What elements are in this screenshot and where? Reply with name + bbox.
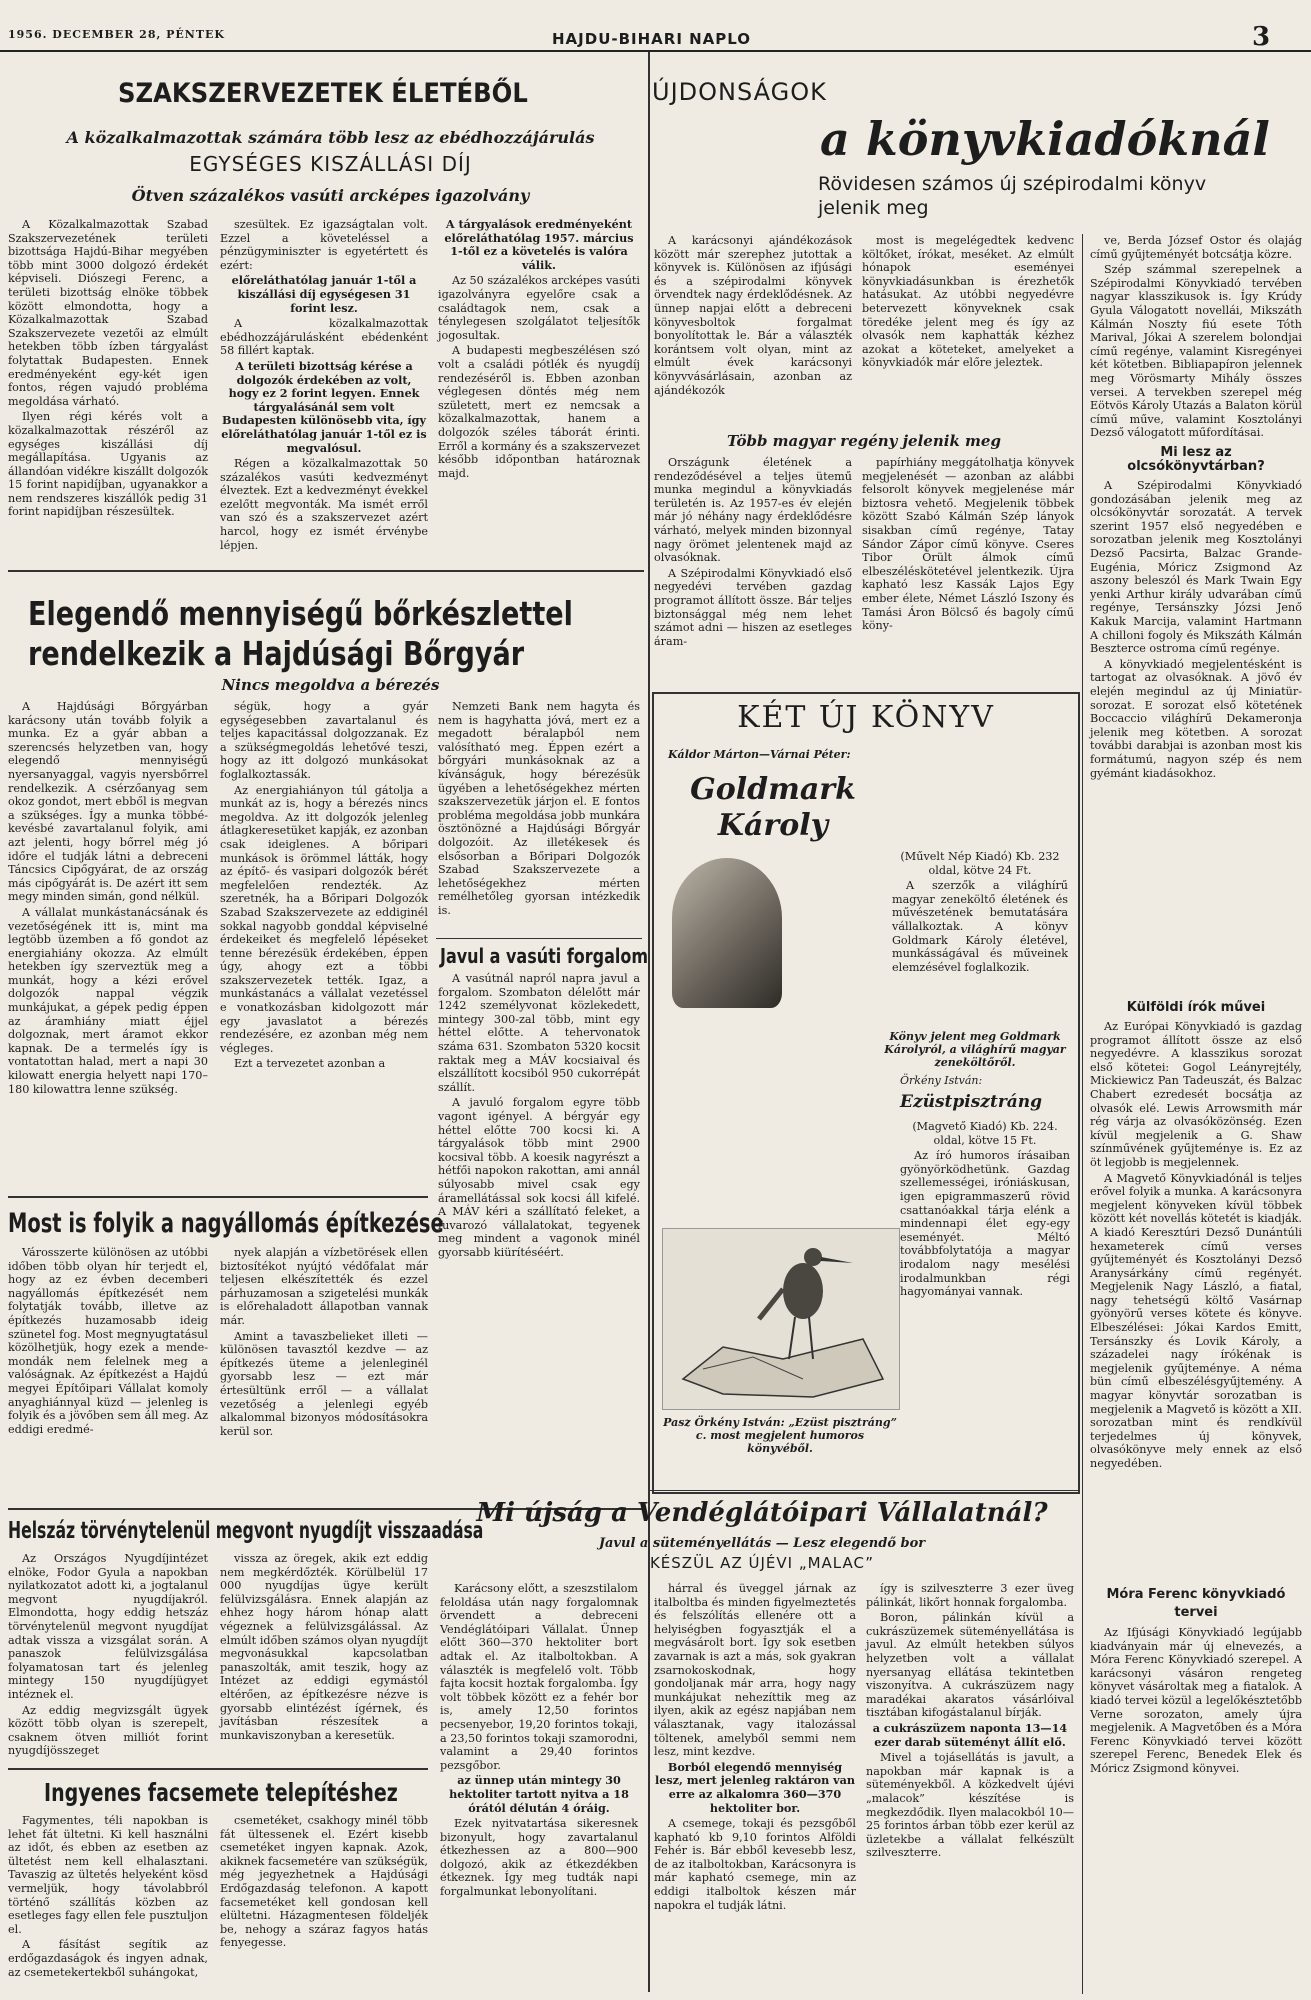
book2-meta: (Magvető Kiadó) Kb. 224. oldal, kötve 15 Ft. xyxy=(912,1120,1058,1147)
books-headline: a könyvkiadóknál xyxy=(820,112,1270,166)
catering-col-3 xyxy=(866,1582,1074,1994)
book1-col xyxy=(892,850,1068,1022)
tannery-col-2 xyxy=(220,700,428,1188)
catering-para-1: Karácsony előtt, a szeszstilalom feloldása után nagy forgalomnak örvendett a debreceni Vendéglátóipari Vállalat. Ünnep előtt 360—370 hektoliter bort adtak el. Az italboltokban. A választék is megfelelő volt. Több fajta kocsit hoztak forgalomba. Így volt többek között ez a fehér bor is, amely 12,50 forintos pecsenyebor, 19,20 forintos tokaji, a 23,50 forintos tokaji szamorodni, valamint a 29,40 forintos pezsgőbor. xyxy=(440,1582,638,1772)
catering-subhead-2: KÉSZÜL AZ ÚJÉVI „MALAC” xyxy=(649,1554,875,1572)
union-para-5: Régen a közalkalmazottak 50 százalékos vasúti kedvezményt élveztek. Ezt a kedvezményt évekkel ezelőtt megvonták. Ma ismét erről van szó és a szakszervezet azért harcol, hogy ez ismét érvénybe lépjen. xyxy=(220,457,428,552)
goldmark-portrait xyxy=(672,858,782,1008)
books-para-10: Az Európai Könyvkiadó is gazdag programot állított össze az első negyedévre. A klasszikus sorozat első kötetei: Gogol Leányrejtély, Mickiewicz Pan Tadeuszát, és Balzac Chabert ezredesét bocsátja az olvasók elé. Lewis Arrowsmith már rég várja az olvasóközönség. Ezen kívül megjelenik a G. Shaw színművének gyűjteménye is. Ez az öt legjobb is megjelennek. xyxy=(1090,1020,1302,1169)
station-headline: Most is folyik a nagyállomás építkezése xyxy=(8,1208,444,1239)
station-col-2 xyxy=(220,1246,428,1504)
tannery-para-1: A Hajdúsági Bőrgyárban karácsony után tovább folyik a munka. Ez a gyár abban a szerencsés helyzetben van, hogy elegendő mennyiségű nyersanyaggal, vagyis nyersbőrrel rendelkezik. A csérzőanyag sem okoz gondot, mert ebből is megvan a szükséges. Így a munka többé-kevésbé zavartalanul folyik, ami azt jelenti, hogy bőrrel még jó időre el tudják látni a debreceni Táncsics Cipőgyárat, de az ország más cipőgyárát is. De azért itt sem megy minden simán, gond nélkül. xyxy=(8,700,208,904)
tannery-subhead: Nincs megoldva a bérezés xyxy=(221,676,440,694)
books-para-2: most is megelégedtek kedvenc költőket, írókat, meséket. Az elmúlt hónapok eseményei könyvkiadásunkban is érezhetők hatásukat. Az utóbbi negyedévre betervezett könyveknek csak töredéke jelent meg és így az olvasók nem kaphatták kézhez azokat a köteteket, amelyeket a könyvkiadók már előre jeleztek. xyxy=(862,234,1074,370)
rail-col xyxy=(438,972,640,1259)
tannery-headline: Elegendő mennyiségű bőrkészlettel rendelkezik a Hajdúsági Bőrgyár xyxy=(28,594,573,673)
tannery-para-4: Az energiahiányon túl gátolja a munkát az is, hogy a bérezés nincs megoldva. Az itt dolgozók jelenleg átlagkeresetüket kapják, ez azonban csak ideiglenes. A bőripari munkások is örömmel látták, hogy az építő- és vasipari dolgozók bérét megfelelően rendezték. Az szeretnék, ha a Bőripari Dolgozók Szabad Szakszervezete az eddiginél sokkal nagyobb gonddal képviselné érdekeiket és megfelelő lépéseket tenne bérezésük érdekében, éppen úgy, ahogy ezt a többi szakszervezetek tették. Igaz, a munkástanács a vállalat vezetéssel e vonatkozásban kidolgozott már egy javaslatot a bérezés rendezésére, ez azonban még nem végleges. xyxy=(220,783,428,1055)
union-para-3: szesültek. Ez igazságtalan volt. Ezzel a követeléssel a pénzügyminiszter is egyetértett és ezért: xyxy=(220,218,428,272)
books-para-1: A karácsonyi ajándékozások között már szerephez jutottak a könyvek is. Különösen az ifjúsági és a szépirodalmi könyvek örvendtek nagy érdeklődésnek. Az ünnep napjai előtt a debreceni könyvesboltok forgalmat bonyolítottak le. Bár a választék korántsem volt olyan, mint az elmúlt évek karácsonyi könyvvásárlásain, azonban az ajándékozók xyxy=(654,234,852,397)
union-bold-3: A tárgyalások eredményeként előreláthatólag 1957. március 1-től ez a követelés is valóra válik. xyxy=(444,217,634,272)
pension-col-1 xyxy=(8,1552,208,1764)
pension-headline: Helszáz törvénytelenül megvont nyugdíjt visszaadása xyxy=(8,1518,484,1544)
rail-para-1: A vasútnál napról napra javul a forgalom. Szombaton délelőtt már 1242 személyvonat közlekedett, mintegy 300-zal több, mint egy héttel előtte. A tehervonatok száma 631. Szombaton 5320 kocsit raktak meg a MÁV kocsiaival és elszállított kocsiból 950 cukorrépát szállít. xyxy=(438,972,640,1094)
pension-para-2: Az eddig megvizsgált ügyek között több olyan is szerepelt, csaknem ötven milliót forint nyugdíjösszeget xyxy=(8,1703,208,1758)
books-col-5 xyxy=(1090,234,1302,994)
heron-illustration xyxy=(662,1228,900,1410)
books-para-11: A Magvető Könyvkiadónál is teljes erővel folyik a munka. A karácsonyra megjelent könyveken kívül többek között két novellás kötetét is kiadják. A kiadó Keresztúri Dezső Dunántúli hexameterek című verses gyűjteményét és Kosztolányi Dezső Aranysárkány című regényét. Megjelenik Nagy László, a fiatal, nagy tehetségű költő Vasárnap gyönyörű verses kötete és könyve. Elbeszélései: Jókai Kardos Emitt, Tersánszky és Lovik Károly, a századelei nagy írókénak is megjelenik gyűjteménye. A néma bün című elbeszélésgyűjtemény. A magyar könyvtár sorozatban is megjelenik a Magvető is között a XII. sorozatban mint és rendkívül terjedelmes új könyvek, olvasókönyve mely ennek az első negyedében. xyxy=(1090,1171,1302,1470)
pension-para-1: Az Országos Nyugdíjintézet elnöke, Fodor Gyula a napokban nyilatkozatot adott ki, a jogtalanul megvont nyugdíjakról. Elmondotta, hogy eddig hetszáz törvénytelenül megvont nyugdíjat adtak vissza a vizsgálat során. A panaszok felülvizsgálása folyamatosan tart és jelenleg mintegy 150 nyugdíjügyet intéznek el. xyxy=(8,1552,208,1701)
book1-authors: Káldor Márton—Várnai Péter: xyxy=(668,748,851,761)
catering-para-2: Ezek nyitvatartása sikeresnek bizonyult, hogy zavartalanul étkezhessen az a 800—900 dolgozó, akik az étkezdékben étkeznek. Így meg tudták napi forgalmunkat lebonyolítani. xyxy=(440,1817,638,1899)
union-headline-2: EGYSÉGES KISZÁLLÁSI DÍJ xyxy=(189,152,472,176)
divider-rail xyxy=(436,938,642,939)
union-bold-2: A területi bizottság kérése a dolgozók érdekében az volt, hogy ez 2 forint legyen. Ennek tárgyalásánál sem volt Budapesten különösebb vita, így előreláthatólag január 1-től ez is megvalósul. xyxy=(221,358,427,455)
union-para-4: A közalkalmazottak ebédhozzájárulásként ebédenként 58 fillért kaptak. xyxy=(220,317,428,358)
catering-para-7: Mivel a tojásellátás is javult, a napokban már kapnak is a süteményekből. A közkedvelt újévi „malacok” készítése is megkezdődik. Ilyen malacokból 10—25 forintos árban több ezer kerül az üzletekbe a vállalat felkészült szilveszterre. xyxy=(866,1751,1074,1860)
tannery-para-2: A vállalat munkástanácsának és vezetőségének itt is, mint ma legtöbb üzemben a fő gondot az energiahiány okozza. Az elmúlt hetekben így szerveztük meg a munkát, hogy a kézi erővel dolgozók nappal végzik munkájukat, a gépek pedig éppen az áramhiány miatt éjjel dolgoznak, mert áramot ekkor kapnak. De a termelés így is vontatottan halad, mert a napi 30 kilowatt energia helyett napi 170–180 kilowattra lenne szükség. xyxy=(8,905,208,1096)
books-para-7: Szép számmal szerepelnek a Szépirodalmi Könyvkiadó tervében nagyar klasszikusok is. Így Krúdy Gyula Válogatott novellái, Mikszáth Kálmán Noszty fiú esete Tóth Marival, Jókai A szerelem bolondjai című regénye, valamint Kisregényei két kötetben. Bibliapapíron jelennek meg Vörösmarty Mihály összes versei. A tervekben szerepel még Eötvös Károly Utazás a Balaton körül című műve, valamint Kosztolányi Dezső válogatott műfordításai. xyxy=(1090,263,1302,440)
catering-subhead: Javul a süteményellátás — Lesz elegendő bor xyxy=(598,1536,926,1551)
divider-2 xyxy=(8,1196,428,1198)
book2-text: Az író humoros írásaiban gyönyörködhetünk. Gazdag szellemességei, iróniáskusan, igen epigrammaszerű rövid csattanóakkal tárja elénk a mindennapi élet egy-egy eseményét. Méltó továbbfolytatója a magyar irodalom nagy mesélési irodalmunkban régi hagyományai vannak. xyxy=(900,1149,1070,1299)
sapling-headline: Ingyenes facsemete telepítéshez xyxy=(44,1778,398,1807)
books-sub-4: Móra Ferenc könyvkiadó tervei xyxy=(1106,1587,1286,1620)
station-para-3: Amint a tavaszbelieket illeti — különösen tavasztól kezdve — az építkezés üteme a jelenleginél gyorsabb lesz — ezt már értesültünk erről — a vállalat vezetőség a jelenlegi egyéb alkalommal bizonyos módosításokra kerül sor. xyxy=(220,1329,428,1438)
tannery-para-5: Ezt a tervezetet azonban a xyxy=(234,1057,386,1071)
catering-bold-1: az ünnep után mintegy 30 hektoliter tartott nyitva a 18 órától délután 4 óráig. xyxy=(449,1773,629,1815)
paper-name: HAJDU-BIHARI NAPLO xyxy=(552,30,752,48)
book2-author: Örkény István: xyxy=(900,1074,983,1087)
tannery-col-3 xyxy=(438,700,640,930)
sapling-para-2: A fásítást segítik az erdőgazdaságok és ingyen adnak, az csemetekertekből suhángokat, xyxy=(8,1938,208,1979)
union-col-2 xyxy=(220,218,428,558)
book2-title: Ezüstpisztráng xyxy=(900,1092,1043,1112)
books-col-2 xyxy=(862,234,1074,434)
books-sub-2: Mi lesz az olcsókönyvtárban? xyxy=(1127,444,1265,474)
books-sub-3: Külföldi írók művei xyxy=(1126,1000,1266,1015)
books-para-9: A könyvkiadó megjelentésként is tartogat az olvasóknak. A jövő év elején megindul az új Miniatür-sorozat. E sorozat első kötetének Boccaccio világhírű Dekameronja jelenik meg kötetben. A sorozat további darabjai is azonban most kis formátumú, nagyon szép és nem gyémánt kiadásokhoz. xyxy=(1090,657,1302,780)
catering-bold-3: a cukrászüzem naponta 13—14 ezer darab süteményt állít elő. xyxy=(872,1720,1068,1749)
union-bold-1: előreláthatólag január 1-től a kiszállási díj egységesen 31 forint lesz. xyxy=(231,273,417,315)
book1-text: A szerzők a világhírű magyar zeneköltő életének és művészetének bemutatására vállalkoztak. A könyv Goldmark Károly életével, munkásságával és műveinek elemzésével foglalkozik. xyxy=(892,879,1068,974)
books-para-8: A Szépirodalmi Könyvkiadó gondozásában jelenik meg az olcsókönyvtár sorozatát. A tervek szerint 1957 első negyedében e sorozatban jelenik meg Kosztolányi Dezső Pacsirta, Balzac Grande-Eugénia, Móricz Zsigmond Az aszony beleszól és Mark Twain Egy yenki Arthur király udvarában című regénye, Tersánszky Józsi Jenő Kakuk Marcija, valamint Hartmann A chilloni fogoly és Mikszáth Kálmán Beszterce ostroma című regénye. xyxy=(1090,479,1302,656)
divider-1 xyxy=(8,570,644,572)
catering-para-6: Boron, pálinkán kívül a cukrászüzemek süteményellátása is javul. Az elmúlt hetekben súlyos helyzetben volt a vállalat nyersanyag ellátása tekintetben viszonyítva. A cukrászüzem nagy maradékai akaratos vásárlóival tisztában kifogástalanul bírják. xyxy=(866,1611,1074,1720)
book1-title: Goldmark Károly xyxy=(690,772,856,843)
book1-caption: Könyv jelent meg Goldmark Károlyról, a világhírű magyar zeneköltőről. xyxy=(884,1030,1066,1069)
union-col-3 xyxy=(438,218,640,558)
pension-col-2 xyxy=(220,1552,428,1764)
sapling-para-1: Fagymentes, téli napokban is lehet fát ültetni. Ki kell használni az időt, és ebben az esetben az ültetést nem kell elhalasztani. Tavaszig az ültetés helyeként kösd vermeljük, hogy távolabbról történő szállítás közben az esetleges fagy ellen fele pusztuljon el. xyxy=(8,1814,208,1936)
catering-para-4: A csemege, tokaji és pezsgőből kapható kb 9,10 forintos Alföldi Fehér is. Bár ebből kevesebb lesz, de az italboltokban, Karácsonyra is már kapható csemege, min az eddigi italboltok készen már napokra el tudják látni. xyxy=(654,1817,856,1912)
tannery-para-3: ségük, hogy a gyár egységesebben zavartalanul és teljes kapacitással dolgozzanak. Ez a szükségmegoldás lehetővé teszi, hogy az itt dolgozó munkásokat foglalkoztassák. xyxy=(220,700,428,781)
books-para-5: papírhiány meggátolhatja könyvek megjelenését — azonban az alábbi felsorolt könyvek megjelenése már biztosra vehető. Megjelenik többek között Szabó Kálmán Szép lányok sisakban című regénye, Tatay Sándor Zápor című könyve. Cseres Tibor Őrült álmok című elbeszéléskötetével jelentkezik. Újra kapható lesz Kassák Lajos Egy ember élete, Német László Iszony és Tamási Áron Bölcső és bagoly című köny- xyxy=(862,456,1074,633)
sapling-para-3: csemetéket, csakhogy minél több fát ültessenek el. Ezért kisebb csemetéket ingyen kapnak. Azok, akiknek facsemetére van szükségük, még jegyezhetnek a Hajdúsági Erdőgazdaság telefonon. A kapott facsemetéket kell gondosan kell elültetni. Házagmentesen földeljék be, nehogy a száraz fagyos hatás fenyegesse. xyxy=(220,1814,428,1950)
books-para-12: Az Ifjúsági Könyvkiadó legújabb kiadványain már új elnevezés, a Móra Ferenc Könyvkiadó szerepel. A karácsonyi vásáron rengeteg könyvet vásároltak meg a fiatalok. A kiadó tervei közül a legelőkésztetőbb Verne sorozaton, amely újra megjelenik. A Magvetőben és a Móra Ferenc Könyvkiadó tervei között szerepel Ferenc, Benedek Elek és Móricz Zsigmond könyvei. xyxy=(1090,1626,1302,1775)
union-para-2: Ilyen régi kérés volt a közalkalmazottak részéről az egységes kiszállási díj megállapítása. Ugyanis az állandóan vidékre kiszállt dolgozók 15 forint napidíjban, ugyanakkor a nem rendszeres kiszállók pedig 31 forint napidíjban részesültek. xyxy=(8,410,208,519)
catering-col-2 xyxy=(654,1582,856,1994)
union-kicker: SZAKSZERVEZETEK ÉLETÉBŐL xyxy=(118,78,528,109)
books-kicker: ÚJDONSÁGOK xyxy=(652,78,827,106)
union-headline: A közalkalmazottak számára több lesz az ebédhozzájárulás xyxy=(66,128,595,147)
books-sub-1: Több magyar regény jelenik meg xyxy=(727,432,1001,450)
rail-para-2: A javuló forgalom egyre több vagont igényel. A bérgyár egy héttel előtte 700 kocsi ki. A tárgyalások több mint 2900 kocsival több. A koesik nagyrészt a hétfői napokon rakottan, ami annál súlyosabb mivel csak egy áramellátással sok kocsi áll kifelé. A MÁV kéri a szállítató feleket, a fuvarozó vállalatokat, tegyenek meg mindent a vagonok minél gyorsabb kiürítéséért. xyxy=(438,1096,640,1259)
heron-drawing xyxy=(663,1229,899,1409)
page-number: 3 xyxy=(1252,22,1271,52)
books-col-7 xyxy=(1090,1626,1302,1994)
union-headline-3: Ötven százalékos vasúti arcképes igazolvány xyxy=(131,186,530,205)
station-col-1 xyxy=(8,1246,208,1504)
two-books-headline: KÉT ÚJ KÖNYV xyxy=(737,700,995,735)
books-col-4 xyxy=(862,456,1074,678)
catering-para-3: hárral és üveggel járnak az italboltba és minden figyelmeztetés és felszólítás ellenére ott a helyiségben fogyasztják el a megvásárolt bort. Így sok esetben zavarnak is azt a más, sok gyakran zsarnokoskodnak, hogy gondoljanak már arra, hogy nagy munkájukat nehezíttik meg az ilyen, akik az egész napjában nem választanak, vagy italozással töltenek, amelyből semmi nem lesz, mint kezdve. xyxy=(654,1582,856,1759)
station-para-2: nyek alapján a vízbetörések ellen biztosítékot nyújtó védőfalat már teljesen elkészítették és ezzel párhuzamosan a szigetelési munkák is előrehaladott állapotban vannak már. xyxy=(220,1246,428,1327)
books-col-6 xyxy=(1090,1020,1302,1580)
issue-date: 1956. DECEMBER 28, PÉNTEK xyxy=(8,28,225,41)
books-para-4: A Szépirodalmi Könyvkiadó első negyedévi tervében gazdag programot állított össze. Bár teljes biztonsággal még nem lehet számot adni — hiszen az esetleges áram- xyxy=(654,566,852,648)
books-subtitle: Rövidesen számos új szépirodalmi könyv jelenik meg xyxy=(818,173,1207,219)
catering-bold-2: Borból elegendő mennyiség lesz, mert jelenleg raktáron van erre az alkalomra 360—370 hektoliter bor. xyxy=(654,1759,856,1815)
pension-para-3: vissza az öregek, akik ezt eddig nem megkérdőzték. Körülbelül 17 000 nyugdíjas ügye került felülvizsgálásra. Ennek alapján az ehhez hogy három hónap alatt végeznek a felülvizsgálással. Az elmúlt időben számos olyan nyugdíjt megvonásukkal kapcsolatban panaszolták, amit teszik, hogy az Intézet az eddigi egymástól eltérően, az építkezésre nézve is gyorsabb elintézést ígérnek, és javításban részesítek a munkaviszonyban a keresetük. xyxy=(220,1552,428,1742)
union-para-7: A budapesti megbeszélésen szó volt a családi pótlék és nyugdíj rendezéséről is. Ebben azonban véglegesen döntés még nem született, mert ez nemcsak a közalkalmazottak, hanem a dolgozók széles táborát érinti. Erről a kormány és a szakszervezet később időpontban határoznak majd. xyxy=(438,344,640,480)
catering-col-1 xyxy=(440,1582,638,1994)
divider-5 xyxy=(650,1490,1080,1491)
books-para-3: Országunk életének a rendeződésével a teljes ütemű munka megindul a könyvkiadás területén is. Az 1957-es év elején már jó néhány nagy érdeklődésre várható, melyek minden bizonnyal nagy örömet jelentenek majd az olvasóknak. xyxy=(654,456,852,565)
union-para-1: A Közalkalmazottak Szabad Szakszervezetének területi bizottsága Hajdú-Bihar megyében több mint 3000 dolgozó érdekét képviseli. Diószegi Ferenc, a területi bizottság elnöke többek között elmondotta, hogy a Közalkalmazottak Szabad Szakszervezete vezetői az elmúlt hetekben több ízben tárgyalást folytattak Budapesten. Ennek eredményeként egy-két igen fontos, régen vajudó probléma megoldása várható. xyxy=(8,218,208,408)
divider-4 xyxy=(8,1768,428,1770)
tannery-col-1 xyxy=(8,700,208,1188)
rail-headline: Javul a vasúti forgalom xyxy=(440,944,649,968)
center-divider xyxy=(648,52,650,1992)
station-para-1: Városszerte különösen az utóbbi időben több olyan hír terjedt el, hogy az ez évben decemberi nagyállomás építkezését nem folytatják tovább, illetve az építkezés huzamosabb ideig szünetel fog. Most megnyugtatásul közölhetjük, hogy ezek a mende-mondák nem felelnek meg a valóságnak. Az építkezést a Hajdú megyei Építőipari Vállalat komoly anyaghiánnyal küzd — jelenleg is folyik és a jövőben sem áll meg. Az eddigi eredmé- xyxy=(8,1246,208,1436)
books-divider xyxy=(1082,234,1083,1994)
sapling-col-2 xyxy=(220,1814,428,1996)
book1-meta: (Művelt Nép Kiadó) Kb. 232 oldal, kötve 24 Ft. xyxy=(900,850,1060,877)
union-para-6: Az 50 százalékos arcképes vasúti igazolványra egyelőre csak a családtagok nem, csak a ténylegesen szolgálatot teljesítők jogosultak. xyxy=(438,274,640,342)
union-col-1 xyxy=(8,218,208,558)
books-para-6: ve, Berda József Ostor és olajág című gyűjteményét botcsátja közre. xyxy=(1090,234,1302,261)
book2-caption: Pasz Örkény István: „Ezüst pisztráng” c. most megjelent humoros könyvéből. xyxy=(663,1416,897,1455)
catering-headline: Mi újság a Vendéglátóipari Vállalatnál? xyxy=(476,1498,1048,1528)
book2-col xyxy=(900,1120,1070,1420)
catering-para-5: így is szilveszterre 3 ezer üveg pálinkát, likőrt honnak forgalomba. xyxy=(866,1582,1074,1609)
sapling-col-1 xyxy=(8,1814,208,1996)
books-col-1 xyxy=(654,234,852,434)
tannery-para-6: Nemzeti Bank nem hagyta és nem is hagyhatta jóvá, mert ez a megadott béralapból nem valósítható meg. Éppen ezért a bőrgyári munkásoknak az a kívánságuk, hogy bérezésük ügyében a lehetőségekhez mérten szakszervezetük járjon el. E fontos probléma megoldása jobb munkára ösztönözné a Hajdúsági Bőrgyár dolgozóit. Az illetékesek és elsősorban a Bőripari Dolgozók Szabad Szakszervezete a lehetőségekhez mérten remélhetőleg gyorsan intézkedik is. xyxy=(438,700,640,917)
books-col-3 xyxy=(654,456,852,678)
